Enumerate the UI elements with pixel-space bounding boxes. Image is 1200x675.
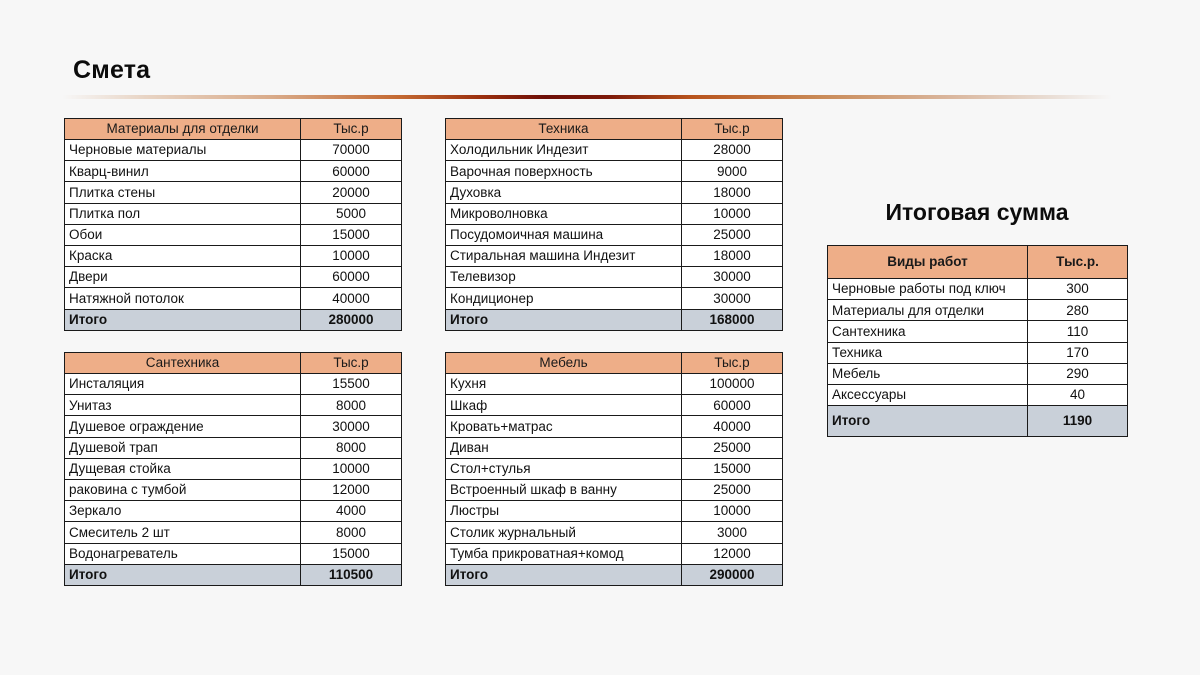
column-header-price: Тыс.р. [1028, 246, 1128, 279]
item-name: Мебель [828, 363, 1028, 384]
item-name: Встроенный шкаф в ванну [446, 479, 682, 500]
item-price: 70000 [301, 140, 402, 161]
table-row [446, 140, 783, 161]
item-price: 9000 [682, 161, 783, 182]
item-name: Черновые материалы [65, 140, 301, 161]
table-row [65, 479, 402, 500]
item-price: 18000 [682, 245, 783, 266]
item-name: Инсталяция [65, 374, 301, 395]
item-name: раковина с тумбой [65, 479, 301, 500]
total-value: 290000 [682, 564, 783, 585]
item-price: 20000 [301, 182, 402, 203]
item-price: 4000 [301, 501, 402, 522]
column-header-price: Тыс.р [682, 119, 783, 140]
total-row [446, 564, 783, 585]
table-header-row [446, 119, 783, 140]
column-header-price: Тыс.р [301, 119, 402, 140]
table-row [65, 437, 402, 458]
summary-table [827, 245, 1128, 437]
total-label: Итого [65, 309, 301, 330]
table-row [446, 543, 783, 564]
column-header-price: Тыс.р [682, 353, 783, 374]
total-value: 168000 [682, 309, 783, 330]
plumbing-table [64, 352, 402, 586]
item-name: Душевое ограждение [65, 416, 301, 437]
table-row [65, 182, 402, 203]
item-name: Плитка стены [65, 182, 301, 203]
item-name: Черновые работы под ключ [828, 279, 1028, 300]
item-price: 60000 [301, 161, 402, 182]
table-row [446, 224, 783, 245]
item-price: 10000 [301, 245, 402, 266]
item-name: Кровать+матрас [446, 416, 682, 437]
item-name: Столик журнальный [446, 522, 682, 543]
table-row [828, 300, 1128, 321]
item-name: Натяжной потолок [65, 288, 301, 309]
table-row [65, 522, 402, 543]
item-name: Холодильник Индезит [446, 140, 682, 161]
column-header-item: Техника [446, 119, 682, 140]
total-label: Итого [828, 406, 1028, 437]
item-price: 110 [1028, 321, 1128, 342]
column-header-price: Тыс.р [301, 353, 402, 374]
table-row [828, 363, 1128, 384]
table-row [828, 342, 1128, 363]
table-row [65, 416, 402, 437]
total-value: 280000 [301, 309, 402, 330]
title-divider [62, 95, 1112, 99]
table-row [65, 374, 402, 395]
column-header-item: Мебель [446, 353, 682, 374]
item-name: Материалы для отделки [828, 300, 1028, 321]
item-name: Варочная поверхность [446, 161, 682, 182]
item-name: Кварц-винил [65, 161, 301, 182]
table-row [446, 458, 783, 479]
table-row [446, 182, 783, 203]
item-price: 18000 [682, 182, 783, 203]
item-name: Кухня [446, 374, 682, 395]
table-row [446, 501, 783, 522]
total-row [65, 564, 402, 585]
item-price: 290 [1028, 363, 1128, 384]
item-name: Шкаф [446, 395, 682, 416]
table-header-row [65, 353, 402, 374]
item-price: 30000 [682, 288, 783, 309]
page-title: Смета [73, 56, 151, 84]
item-name: Зеркало [65, 501, 301, 522]
item-price: 10000 [682, 203, 783, 224]
table-row [65, 245, 402, 266]
item-price: 25000 [682, 479, 783, 500]
column-header-item: Материалы для отделки [65, 119, 301, 140]
table-row [446, 288, 783, 309]
item-name: Плитка пол [65, 203, 301, 224]
table-header-row [828, 246, 1128, 279]
item-price: 40000 [301, 288, 402, 309]
table-row [446, 203, 783, 224]
item-name: Люстры [446, 501, 682, 522]
table-row [65, 458, 402, 479]
table-row [65, 140, 402, 161]
table-row [446, 245, 783, 266]
table-row [828, 279, 1128, 300]
item-price: 30000 [682, 267, 783, 288]
item-price: 40000 [682, 416, 783, 437]
summary-title: Итоговая сумма [885, 199, 1069, 225]
item-name: Техника [828, 342, 1028, 363]
item-name: Диван [446, 437, 682, 458]
table-row [446, 416, 783, 437]
table-row [65, 161, 402, 182]
total-row [65, 309, 402, 330]
table-row [446, 267, 783, 288]
item-price: 60000 [301, 267, 402, 288]
item-price: 28000 [682, 140, 783, 161]
item-name: Душевой трап [65, 437, 301, 458]
item-price: 5000 [301, 203, 402, 224]
item-name: Двери [65, 267, 301, 288]
item-price: 8000 [301, 395, 402, 416]
table-row [65, 267, 402, 288]
item-price: 100000 [682, 374, 783, 395]
item-price: 8000 [301, 437, 402, 458]
item-price: 3000 [682, 522, 783, 543]
item-name: Дущевая стойка [65, 458, 301, 479]
total-row [828, 406, 1128, 437]
item-name: Стол+стулья [446, 458, 682, 479]
table-header-row [446, 353, 783, 374]
item-price: 170 [1028, 342, 1128, 363]
materials-table [64, 118, 402, 331]
table-header-row [65, 119, 402, 140]
item-price: 12000 [682, 543, 783, 564]
item-name: Унитаз [65, 395, 301, 416]
item-name: Смеситель 2 шт [65, 522, 301, 543]
table-row [65, 395, 402, 416]
table-row [828, 321, 1128, 342]
item-name: Телевизор [446, 267, 682, 288]
item-price: 25000 [682, 437, 783, 458]
item-price: 40 [1028, 384, 1128, 405]
appliances-table [445, 118, 783, 331]
item-price: 30000 [301, 416, 402, 437]
item-name: Обои [65, 224, 301, 245]
table-row [65, 203, 402, 224]
table-row [65, 224, 402, 245]
table-row [446, 395, 783, 416]
table-row [446, 374, 783, 395]
item-price: 10000 [682, 501, 783, 522]
table-row [65, 288, 402, 309]
total-label: Итого [446, 309, 682, 330]
item-price: 280 [1028, 300, 1128, 321]
furniture-table [445, 352, 783, 586]
total-row [446, 309, 783, 330]
column-header-item: Сантехника [65, 353, 301, 374]
item-name: Духовка [446, 182, 682, 203]
total-label: Итого [446, 564, 682, 585]
table-row [446, 479, 783, 500]
item-price: 12000 [301, 479, 402, 500]
item-price: 15500 [301, 374, 402, 395]
item-price: 10000 [301, 458, 402, 479]
item-price: 60000 [682, 395, 783, 416]
total-label: Итого [65, 564, 301, 585]
item-price: 8000 [301, 522, 402, 543]
column-header-work-type: Виды работ [828, 246, 1028, 279]
item-name: Тумба прикроватная+комод [446, 543, 682, 564]
item-price: 15000 [301, 543, 402, 564]
table-row [446, 161, 783, 182]
item-name: Водонагреватель [65, 543, 301, 564]
item-name: Краска [65, 245, 301, 266]
item-price: 25000 [682, 224, 783, 245]
total-value: 1190 [1028, 406, 1128, 437]
item-price: 300 [1028, 279, 1128, 300]
table-row [828, 384, 1128, 405]
item-price: 15000 [682, 458, 783, 479]
item-name: Сантехника [828, 321, 1028, 342]
table-row [446, 437, 783, 458]
total-value: 110500 [301, 564, 402, 585]
table-row [65, 543, 402, 564]
item-name: Посудомоичная машина [446, 224, 682, 245]
table-row [446, 522, 783, 543]
item-name: Микроволновка [446, 203, 682, 224]
item-name: Кондиционер [446, 288, 682, 309]
item-price: 15000 [301, 224, 402, 245]
item-name: Аксессуары [828, 384, 1028, 405]
table-row [65, 501, 402, 522]
item-name: Стиральная машина Индезит [446, 245, 682, 266]
